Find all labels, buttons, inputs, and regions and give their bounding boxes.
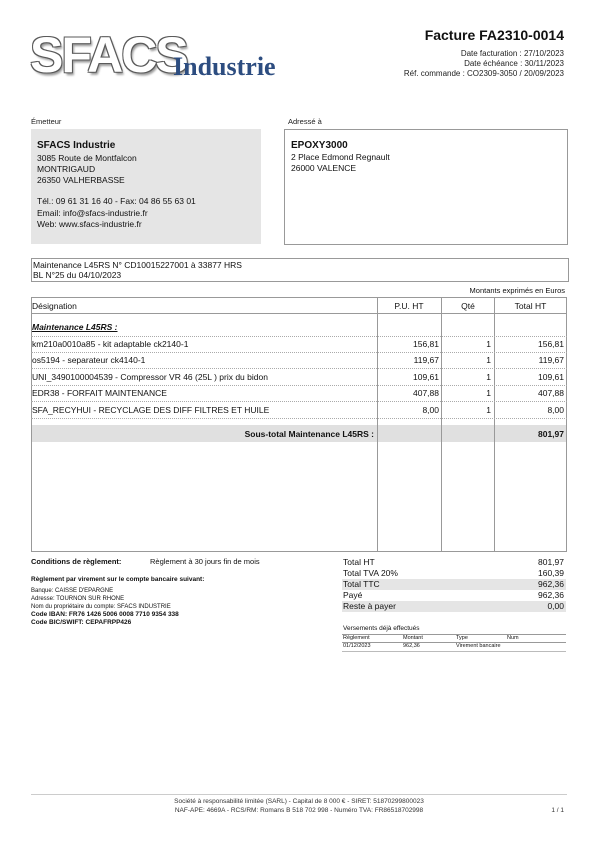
emitter-address2: MONTRIGAUD [37, 164, 96, 174]
bank-bic: Code BIC/SWIFT: CEPAFRPP426 [31, 619, 132, 626]
row-divider [31, 385, 567, 386]
total-value: 160,39 [538, 568, 564, 578]
conditions-label: Conditions de règlement: [31, 557, 122, 566]
emitter-address1: 3085 Route de Montfalcon [37, 153, 137, 163]
bank-name: Banque: CAISSE D'EPARGNE [31, 588, 114, 594]
total-label: Total HT [343, 557, 375, 567]
total-label: Total TTC [343, 579, 380, 589]
date-facturation: Date facturation : 27/10/2023 [460, 49, 564, 58]
item-total: 119,67 [538, 355, 564, 365]
item-designation: SFA_RECYHUI - RECYCLAGE DES DIFF FILTRES ET HUILE [32, 405, 270, 415]
total-value: 962,36 [538, 579, 564, 589]
total-label: Reste à payer [343, 601, 396, 611]
total-value: 962,36 [538, 590, 564, 600]
item-qty: 1 [486, 388, 491, 398]
total-label: Total TVA 20% [343, 568, 398, 578]
row-divider [31, 368, 567, 369]
bank-address: Adresse: TOURNON SUR RHONE [31, 596, 125, 602]
item-total: 156,81 [538, 339, 564, 349]
total-value: 0,00 [547, 601, 564, 611]
currency-note: Montants exprimés en Euros [469, 286, 565, 295]
section-title: Maintenance L45RS : [32, 322, 118, 332]
date-echeance: Date échéance : 30/11/2023 [464, 59, 564, 68]
total-ht-row [342, 557, 566, 568]
item-designation: UNI_3490100004539 - Compressor VR 46 (25L ) prix du bidon [32, 372, 268, 382]
payments-header-num: Num [507, 635, 519, 641]
subtotal-value: 801,97 [538, 429, 564, 439]
row-divider [31, 401, 567, 402]
reference-line2: BL N°25 du 04/10/2023 [33, 270, 122, 280]
recipient-address1: 2 Place Edmond Regnault [291, 152, 390, 162]
item-designation: km210a0010a85 - kit adaptable ck2140-1 [32, 339, 189, 349]
total-tva-row [342, 568, 566, 579]
reference-line1: Maintenance L45RS N° CD10015227001 à 33877 HRS [33, 260, 242, 270]
payment-date: 01/12/2023 [343, 643, 371, 649]
item-pu: 156,81 [413, 339, 439, 349]
item-pu: 8,00 [422, 405, 439, 415]
row-divider [31, 352, 567, 353]
invoice-title: Facture FA2310-0014 [424, 27, 564, 43]
item-qty: 1 [486, 372, 491, 382]
item-designation: EDR38 - FORFAIT MAINTENANCE [32, 388, 167, 398]
item-qty: 1 [486, 339, 491, 349]
total-value: 801,97 [538, 557, 564, 567]
footer-line1: Société à responsabilité limitée (SARL) - Capital de 8 000 € - SIRET: 51870299800023 [174, 798, 424, 805]
recipient-address2: 26000 VALENCE [291, 163, 357, 173]
item-total: 8,00 [547, 405, 564, 415]
reference-box [31, 258, 569, 282]
item-pu: 109,61 [413, 372, 439, 382]
header-designation: Désignation [32, 301, 77, 311]
item-pu: 407,88 [413, 388, 439, 398]
emitter-label: Émetteur [31, 117, 62, 126]
remaining-row [342, 601, 566, 612]
emitter-web[interactable]: Web: www.sfacs-industrie.fr [37, 219, 142, 229]
payments-header-reglement: Règlement [343, 635, 370, 641]
item-qty: 1 [486, 355, 491, 365]
item-qty: 1 [486, 405, 491, 415]
emitter-name: SFACS Industrie [37, 140, 116, 151]
footer-line2: NAF-APE: 4669A - RCS/RM: Romans B 518 702 998 - Numéro TVA: FR86518702998 [174, 807, 424, 814]
paid-row [342, 590, 566, 601]
conditions-value: Règlement à 30 jours fin de mois [150, 557, 260, 566]
total-label: Payé [343, 590, 363, 600]
bank-owner: Nom du propriétaire du compte: SFACS INDUSTRIE [31, 604, 171, 610]
emitter-box [31, 129, 261, 244]
recipient-name: EPOXY3000 [291, 140, 348, 151]
bank-title: Règlement par virement sur le compte bancaire suivant: [31, 576, 205, 583]
logo-sfacs: SFACS [30, 27, 187, 83]
emitter-address3: 26350 VALHERBASSE [37, 175, 125, 185]
payments-header-montant: Montant [403, 635, 423, 641]
header-qty: Qté [461, 301, 475, 311]
row-divider [31, 418, 567, 419]
item-designation: os5194 - separateur ck4140-1 [32, 355, 146, 365]
subtotal-label: Sous-total Maintenance L45RS : [244, 429, 374, 439]
item-pu: 119,67 [413, 355, 439, 365]
bank-iban: Code IBAN: FR76 1426 5006 0008 7710 9354 338 [31, 611, 179, 618]
recipient-label: Adressé à [288, 117, 322, 126]
item-total: 109,61 [538, 372, 564, 382]
item-total: 407,88 [538, 388, 564, 398]
emitter-email[interactable]: Email: info@sfacs-industrie.fr [37, 208, 148, 218]
recipient-box [284, 129, 568, 245]
header-pu: P.U. HT [394, 301, 424, 311]
payments-header-type: Type [456, 635, 468, 641]
page-number: 1 / 1 [551, 807, 564, 814]
payment-amount: 962,36 [403, 643, 420, 649]
total-ttc-row [342, 579, 566, 590]
emitter-phone: Tél.: 09 61 31 16 40 - Fax: 04 86 55 63 01 [37, 196, 196, 206]
payments-title: Versements déjà effectués [343, 625, 420, 632]
header-total: Total HT [514, 301, 547, 311]
payment-type: Virement bancaire [456, 643, 501, 649]
ref-commande: Réf. commande : CO2309-3050 / 20/09/2023 [403, 69, 564, 78]
logo-industrie: Industrie [173, 52, 276, 81]
